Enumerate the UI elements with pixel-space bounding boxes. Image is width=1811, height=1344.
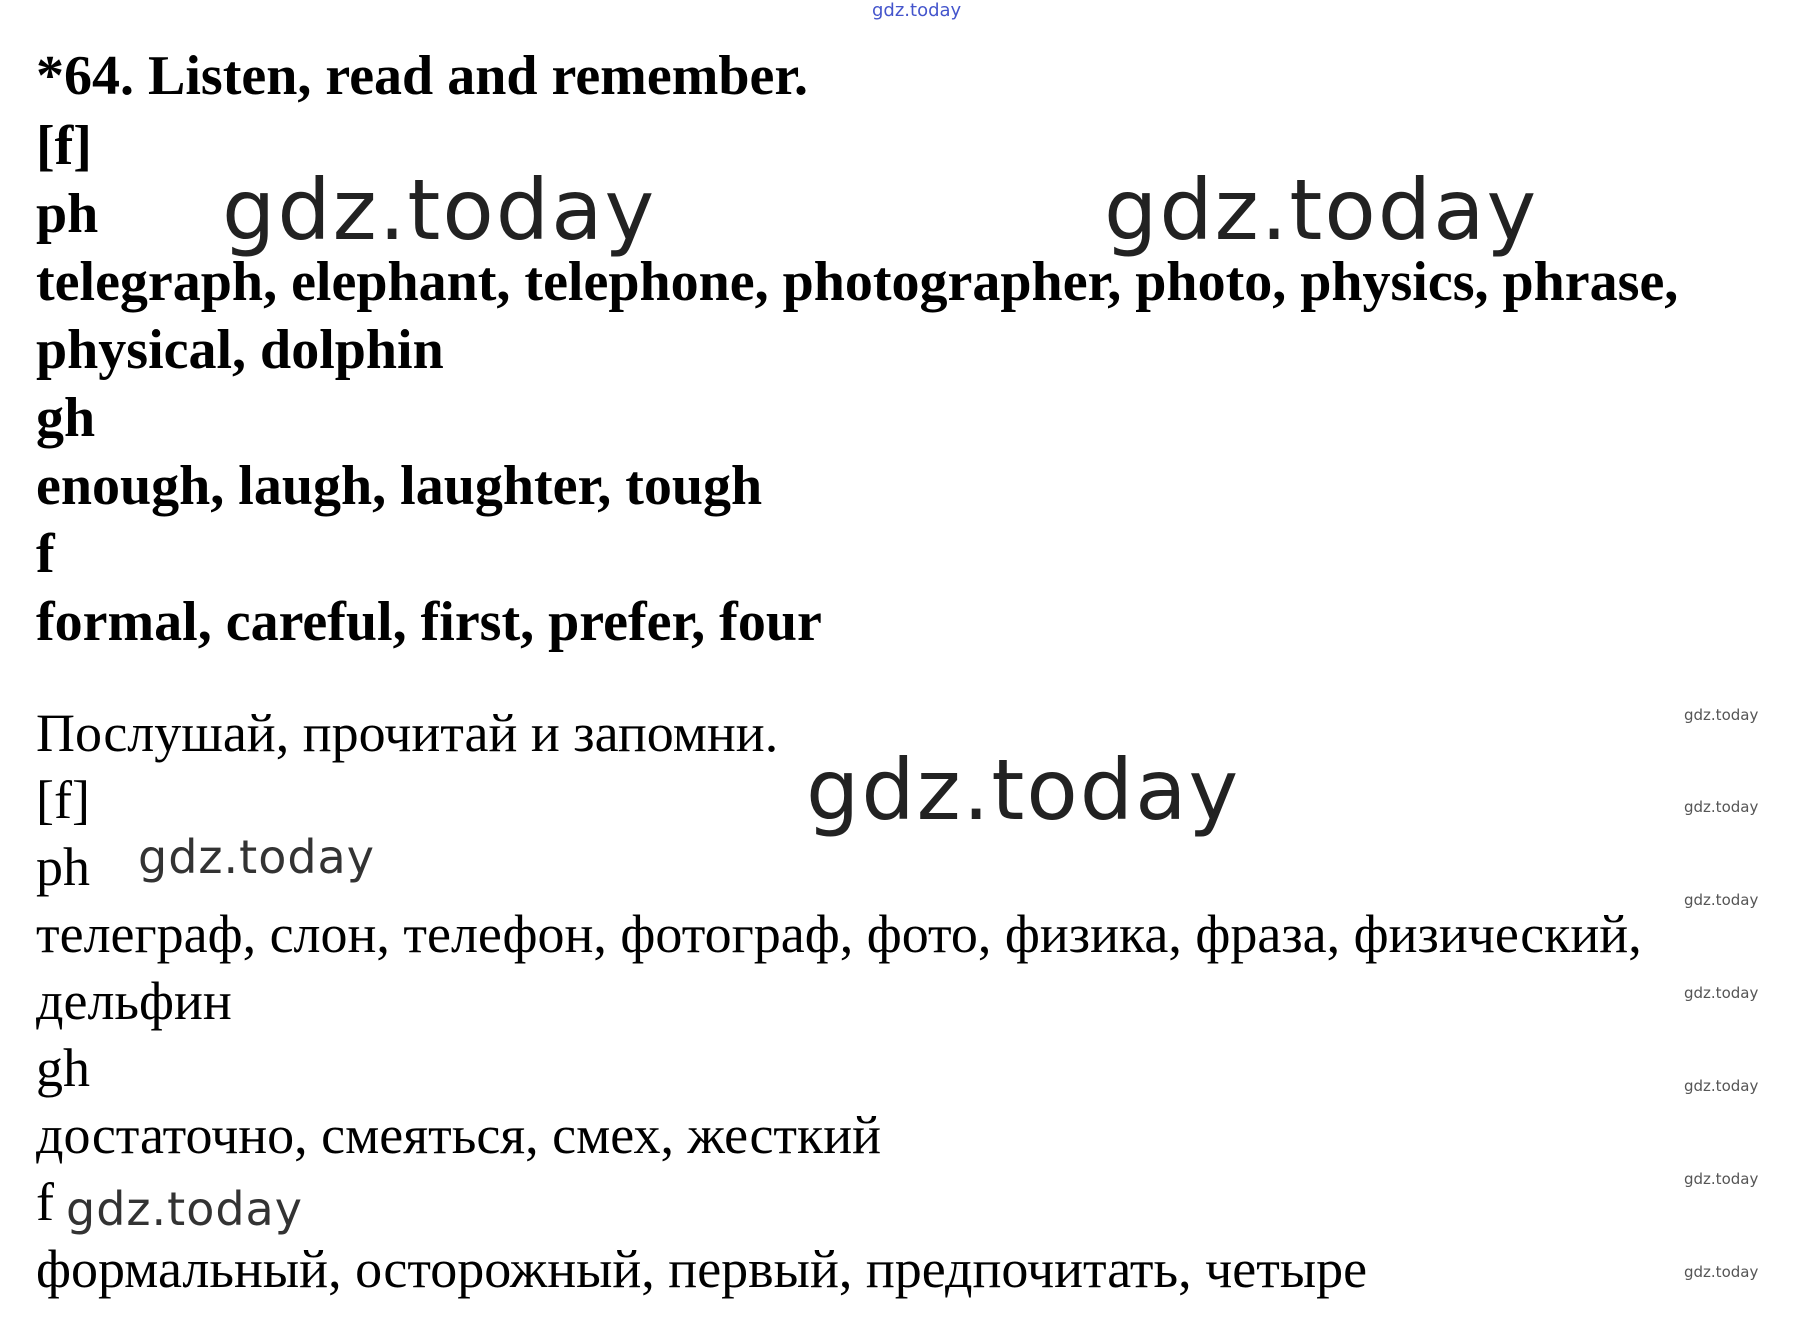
gh-words: enough, laugh, laughter, tough: [36, 455, 763, 517]
gh-label: gh: [36, 387, 96, 449]
exercise-title: *64. Listen, read and remember.: [36, 45, 809, 107]
watermark-small: gdz.today: [1684, 891, 1759, 909]
translation-f-label: f: [36, 1172, 54, 1232]
f-label: f: [36, 523, 55, 585]
sound-label: [f]: [36, 115, 92, 177]
watermark-big: gdz.today: [222, 161, 657, 259]
watermark-small: gdz.today: [1684, 1170, 1759, 1188]
watermark-small: gdz.today: [1684, 798, 1759, 816]
watermark-big: gdz.today: [806, 741, 1241, 839]
translation-ph-words-line-1: телеграф, слон, телефон, фотограф, фото, физика, фраза, физический,: [36, 904, 1642, 964]
watermark-small: gdz.today: [1684, 984, 1759, 1002]
watermark-small: gdz.today: [1684, 706, 1759, 724]
watermark-small: gdz.today: [1684, 1263, 1759, 1281]
f-words: formal, careful, first, prefer, four: [36, 591, 822, 653]
translation-ph-words-line-2: дельфин: [36, 971, 232, 1031]
translation-f-words: формальный, осторожный, первый, предпочитать, четыре: [36, 1239, 1368, 1299]
translation-sound-label: [f]: [36, 770, 90, 830]
watermark-small: gdz.today: [1684, 1077, 1759, 1095]
watermark-mid: gdz.today: [66, 1182, 303, 1236]
watermark-top: gdz.today: [872, 0, 962, 21]
watermark-big: gdz.today: [1104, 161, 1539, 259]
ph-words-line-1: telegraph, elephant, telephone, photographer, photo, physics, phrase,: [36, 251, 1679, 313]
ph-label: ph: [36, 183, 99, 245]
ph-words-line-2: physical, dolphin: [36, 319, 444, 381]
translation-gh-label: gh: [36, 1038, 90, 1098]
translation-ph-label: ph: [36, 837, 90, 897]
translation-title: Послушай, прочитай и запомни.: [36, 703, 779, 763]
translation-gh-words: достаточно, смеяться, смех, жесткий: [36, 1105, 882, 1165]
watermark-mid: gdz.today: [138, 830, 375, 884]
